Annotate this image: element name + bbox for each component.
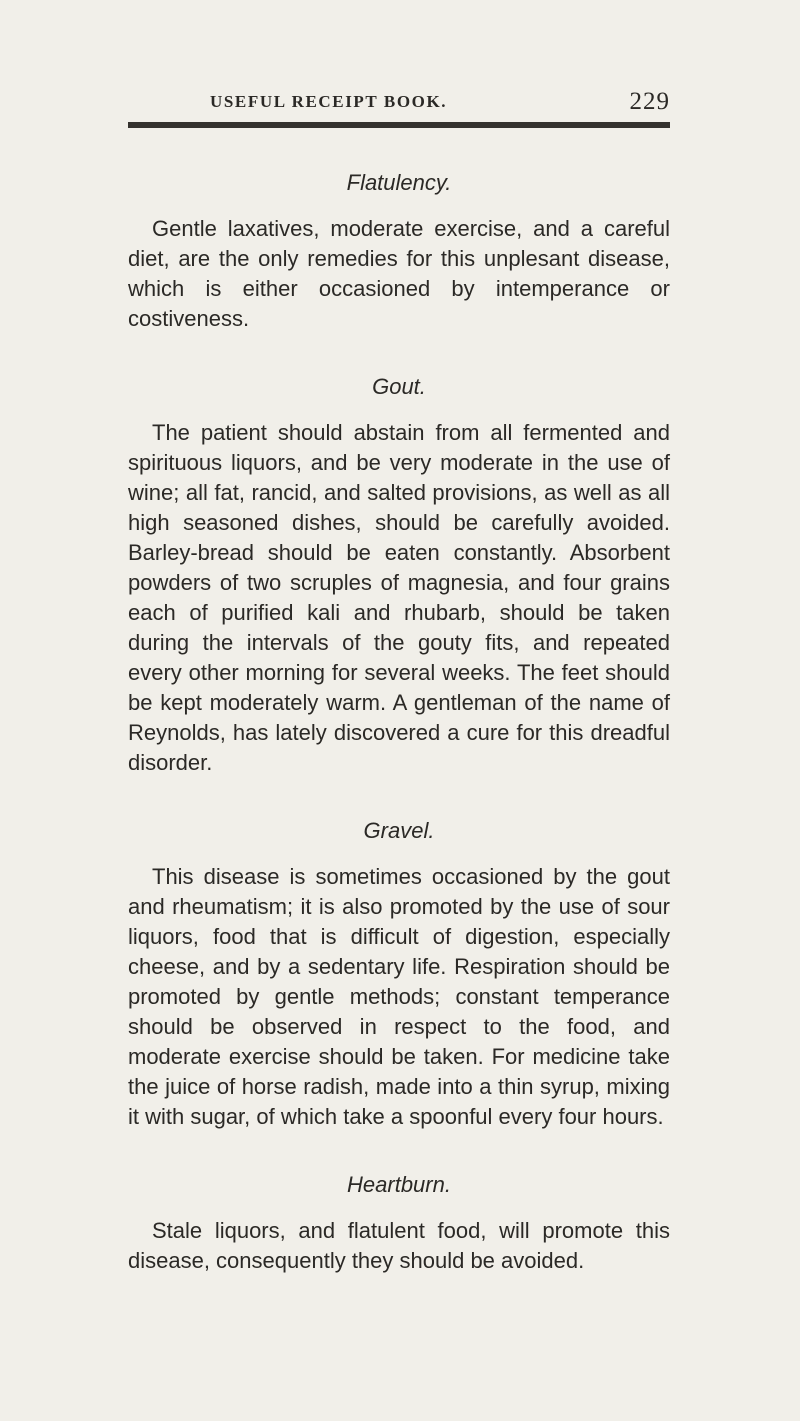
section-paragraph: Gentle laxatives, moderate exercise, and a careful diet, are the only remedies for this unplesant disease, which is either occasioned by intemperance or costiveness. [128, 216, 670, 331]
running-title: USEFUL RECEIPT BOOK. [210, 92, 448, 111]
header-rule [128, 122, 670, 128]
running-head [128, 88, 670, 118]
section-gravel [128, 816, 670, 1132]
section-gout [128, 372, 670, 778]
section-heartburn [128, 1170, 670, 1276]
section-paragraph: The patient should abstain from all fermented and spirituous liquors, and be very moderate in the use of wine; all fat, rancid, and salted provisions, as well as all high seasoned dishes, should be carefully avoided. Barley-bread should be eaten constantly. Absorbent powders of two scruples of magnesia, and four grains each of purified kali and rhubarb, should be taken during the intervals of the gouty fits, and repeated every other morning for several weeks. The feet should be kept moderately warm. A gentleman of the name of Reynolds, has lately discovered a cure for this dreadful disorder. [128, 420, 670, 775]
section-paragraph: This disease is sometimes occasioned by the gout and rheumatism; it is also promoted by the use of sour liquors, food that is difficult of digestion, especially cheese, and by a sedentary life. Respiration should be promoted by gentle methods; constant temperance should be observed in respect to the food, and moderate exercise should be taken. For medicine take the juice of horse radish, made into a thin syrup, mixing it with sugar, of which take a spoonful every four hours. [128, 864, 670, 1129]
section-heading: Gravel. [363, 818, 435, 843]
section-heading: Heartburn. [347, 1172, 451, 1197]
section-paragraph: Stale liquors, and flatulent food, will promote this disease, consequently they should be avoided. [128, 1218, 670, 1273]
section-flatulency [128, 168, 670, 334]
page-content [128, 168, 670, 1276]
section-heading: Gout. [372, 374, 426, 399]
section-heading: Flatulency. [346, 170, 452, 195]
page-number: 229 [629, 88, 670, 115]
